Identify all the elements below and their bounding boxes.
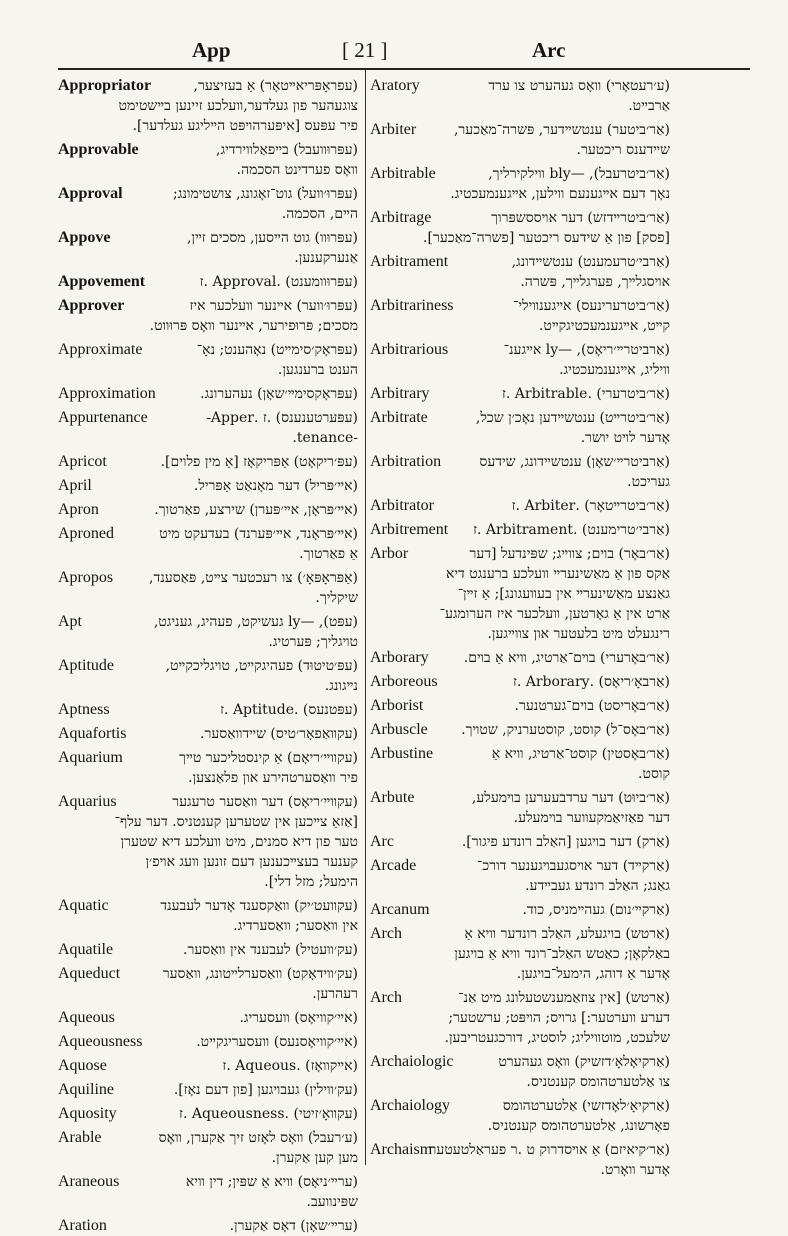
definition-continuation: אין װאַסער; װאַסערדיג. [233,918,358,934]
right-column [370,76,670,1178]
definition-continuation: פאָרשונג, אַלטערטהומס קענטניס. [487,1118,670,1134]
entry-head-row [370,496,670,516]
headword: Aquose [58,1057,107,1074]
entry-head-row [370,340,670,360]
dictionary-entry [58,524,358,564]
dictionary-entry [58,296,358,336]
dictionary-entry [58,964,358,1004]
entry-head-row [58,140,358,160]
headword: Apron [58,501,99,518]
definition-continuation: געריכט. [627,474,670,490]
definition: (אַר׳באָר) בױם; צװײג; שפּינדעל [דער [469,546,670,562]
headword: Arbitrament [370,253,449,270]
entry-head-row [58,940,358,960]
headword: Arbustine [370,745,434,762]
dictionary-entry [58,272,358,292]
definition-continuation: צו אַלטערטהומס קענטניס. [526,1074,670,1090]
definition-continuation: שײדענס ריכטער. [576,142,670,158]
dictionary-entry [370,164,670,204]
entry-head-row [58,724,358,744]
dictionary-entry [58,1032,358,1052]
entry-head-row [58,524,358,544]
headword: Aqueous [58,1009,115,1026]
headword: Aquarium [58,749,123,766]
headword: Arbute [370,789,415,806]
headword: Arbitration [370,453,442,470]
definition-continuation: פיר װאַסערטהירע און פלאַנצען. [188,770,358,786]
entry-head-row [58,896,358,916]
headword: Araneous [58,1173,120,1190]
dictionary-entry [58,1104,358,1124]
entry-head-row [370,252,670,272]
dictionary-entry [58,1128,358,1168]
definition: (אײ׳פּראָן, אײ׳פּערן) שירצע, פאַרטוך. [154,502,358,518]
definition-continuation: נײגונג. [324,678,358,694]
headword: Arc [370,833,394,850]
definition: (אַר׳ביטער) ענטשײדער, פּשרה־מאַכער, [453,122,670,138]
entry-head-row [58,228,358,248]
headword: Approver [58,297,125,314]
entry-head-row [370,648,670,668]
dictionary-entry [58,568,358,608]
definition: (עפּטנעס) .Aptitude .ז [220,702,358,718]
entry-head-row [58,500,358,520]
definition: (עפּ׳ריקאָט) אַפּריקאָז [אַ מין פלוים]. [160,454,358,470]
headword: Archaism [370,1141,433,1158]
definition: (עפראָפּריאײטאָר) אַ בעזיצער, [193,78,358,94]
dictionary-entry [370,544,670,644]
headword: Arbitrariness [370,297,454,314]
entry-head-row [58,568,358,588]
definition-continuation: רינגעלט מיט בלעטער און צװײגען. [487,626,670,642]
column-divider [365,70,366,1165]
dictionary-entry [58,140,358,180]
dictionary-entry [370,924,670,984]
headword: Archaiologic [370,1053,454,1070]
dictionary-entry [370,856,670,896]
headword: Approximate [58,341,143,358]
entry-head-row [370,720,670,740]
definition: (אַר׳ביטרײט) ענטשײדען נאָכ׳ן שכל, [475,410,670,426]
dictionary-entry [370,520,670,540]
headword: Approval [58,185,123,202]
definition-continuation: קײט, אײגענמעכטיגקײט. [538,318,670,334]
headword: Appovement [58,273,146,290]
definition: (אַרטש) [אין צוזאַמענשטעלונג מיט אַנ־ [458,990,670,1006]
definition: (עקװײ׳ריאָם) אַ קינסטליכער טײך [179,750,358,766]
definition: (אַר׳קיאיזם) אַ אױסדרוק ט .ר פעראַלטעטער [429,1142,670,1158]
dictionary-entry [370,832,670,852]
entry-head-row [370,408,670,428]
headword: Aquiline [58,1081,114,1098]
definition-continuation: אָדער װאָרט. [600,1162,670,1178]
headword: Arboreous [370,673,438,690]
definition: (אַר׳באָס־ל) קוסט, קוסטערניק, שטױך. [461,722,670,738]
headword: Archaiology [370,1097,450,1114]
dictionary-entry [370,496,670,516]
dictionary-entry [370,744,670,784]
entry-head-row [58,1056,358,1076]
dictionary-entry [58,612,358,652]
dictionary-entry [58,656,358,696]
header-rule [58,68,750,70]
headword: Aptness [58,701,110,718]
definition: (עפּרוּװ) גוט הײסען, מסכים זײן, [186,230,358,246]
definition-continuation: װיליג, אײגענמעכטיג. [559,362,670,378]
entry-head-row [58,384,358,404]
headword: April [58,477,92,494]
entry-head-row [58,296,358,316]
headword: Arbitrator [370,497,434,514]
entry-head-row [370,1140,670,1160]
definition: (אַרק) דער בױגען [האַלב רונדע פיגור]. [461,834,670,850]
definition: (ע׳רעטאָרי) װאָס געהערט צו ערד [488,78,670,94]
entry-head-row [58,700,358,720]
header-guide-word-right: Arc [532,38,566,62]
headword: Appove [58,229,111,246]
header-guide-word-left: App [192,38,231,62]
definition: (אַר׳ביטרערינעס) אײגענװילי־ [512,298,670,314]
page-number: [ 21 ] [342,38,388,62]
entry-head-row [58,272,358,292]
definition: (אײ׳פּריל) דער מאָנאַט אַפּריל. [193,478,358,494]
definition-continuation: [אַזאַ צײכען אין שטערען קענטניס. דער עלף־ [114,814,358,830]
entry-head-row [370,744,670,764]
headword: Arbitrary [370,385,430,402]
definition-continuation: דערע װערטער:] גרױס; הױפּט; ערשטער; [448,1010,670,1026]
entry-head-row [58,964,358,984]
headword: Aproned [58,525,114,542]
entry-head-row [370,856,670,876]
entry-head-row [58,1104,358,1124]
headword: Aquosity [58,1105,117,1122]
dictionary-entry [58,452,358,472]
headword: Arbitrable [370,165,436,182]
definition: (אַרקיאָ׳לאָדזשי) אַלטערטהומס [502,1098,670,1114]
definition: (אַפּראָפּאָ׳) צו רעכטער צײט, פּאַסענד, [149,570,358,586]
dictionary-entry [370,900,670,920]
definition: (עפּ׳טיטוּד) פעהיגקײט, טױגליכקײט, [165,658,358,674]
entry-head-row [58,1008,358,1028]
definition: (אײ׳קװיאָסנעס) װעסעריגקײט. [196,1034,358,1050]
definition: (עק׳װידאָקט) װאַסערלײטונג, װאַסער [162,966,358,982]
entry-head-row [58,656,358,676]
dictionary-entry [58,748,358,788]
headword: Arbiter [370,121,417,138]
dictionary-entry [58,1056,358,1076]
dictionary-entry [58,940,358,960]
headword: Approximation [58,385,156,402]
entry-head-row [370,672,670,692]
definition: (אַר׳ביטרעבל), —bly װילקירליך, [488,166,670,182]
entry-head-row [58,408,358,428]
dictionary-entry [370,296,670,336]
definition: (עפּט), —ly געשיקט, פעהיג, געניגט, [153,614,358,630]
entry-head-row [58,340,358,360]
headword: Aration [58,1217,107,1234]
definition: (אַר׳ביטרײדזש) דער אױססשפּרוך [491,210,670,226]
dictionary-entry [58,500,358,520]
definition-continuation: פיר עפּעס [איפּערהױפּט הײליגע געלדער]. [132,118,358,134]
headword: Aqueousness [58,1033,143,1050]
headword: Aquafortis [58,725,127,742]
entry-head-row [370,76,670,96]
entry-head-row [370,544,670,564]
dictionary-entry [58,792,358,892]
entry-head-row [58,1032,358,1052]
dictionary-entry [370,208,670,248]
headword: Arbitrement [370,521,449,538]
definition-continuation: װאָס פערדינט הסכמה. [236,162,358,178]
definition: (אַר׳ביטרײטאָר) .Arbiter .ז [511,498,670,514]
definition: (אַרבאָ׳ריאָס) .Arborary .ז [512,674,670,690]
definition: (עקװײ׳ריאָס) דער װאַסער טרעגער [172,794,358,810]
headword: Aratory [370,77,420,94]
definition: (ערײ׳שאָן) דאָס אַקערן. [229,1218,358,1234]
definition-continuation: הימעל; מזל דלי]. [264,874,358,890]
definition-continuation: שלעכט, מוטװיליג; לוסטיג, דורכגעטריבען. [444,1030,670,1046]
headword: Aquarius [58,793,117,810]
entry-head-row [58,1128,358,1148]
headword: Apropos [58,569,114,586]
dictionary-entry [58,408,358,448]
entry-head-row [58,1080,358,1100]
entry-head-row [58,1216,358,1236]
entry-head-row [370,1096,670,1116]
dictionary-entry [58,724,358,744]
dictionary-entry [58,476,358,496]
dictionary-entry [370,76,670,116]
headword: Arbitrage [370,209,432,226]
entry-head-row [370,788,670,808]
definition: (עק׳װעטיל) לעבענד אין װאַסער. [183,942,358,958]
definition: (אַר׳ביטרערי) .Arbitrable .ז [501,386,670,402]
entry-head-row [370,832,670,852]
headword: Arch [370,989,402,1006]
definition: (ע׳רעבל) װאָס לאָזט זיך אַקערן, װאָס [158,1130,358,1146]
definition: (ערײ׳ניאָס) װיא אַ שפּין; דין װיא [185,1174,358,1190]
definition-continuation: -tenance. [292,430,358,446]
definition: (אײ׳פּראָנד, אײ׳פּערנד) בעדעקט מיט [159,526,358,542]
headword: Arbitrarious [370,341,449,358]
headword: Apt [58,613,82,630]
dictionary-entry [370,340,670,380]
definition: (עפּרוּ׳װער) אײנער װעלכער איז [189,298,358,314]
dictionary-entry [370,672,670,692]
definition-continuation: אַקס פון אַ מאַשינערײ װעלכע ברענגט דיא [445,566,670,582]
definition-continuation: אַרט אין אַ גאָרטען, װעלכער איז הערומגע־ [439,606,670,622]
definition: (אַרבי׳טרעמענט) ענטשײדונג, [511,254,670,270]
headword: Appurtenance [58,409,148,426]
definition-continuation: הענט ברענגען. [277,362,358,378]
definition: (אײ׳קװיאָס) װעסעריג. [239,1010,358,1026]
definition-continuation: רעהרען. [312,986,358,1002]
left-column [58,76,358,1234]
definition-continuation: שיקליך. [315,590,358,606]
definition-continuation: גאַנצע מאַשינערײ אין בעװעגונג]; אַ זײן־ [457,586,670,602]
definition-continuation: מסכים; פּרוּפירער, אײנער װאָס פּרוּװט. [149,318,358,334]
dictionary-entry [58,76,358,136]
headword: Arcade [370,857,417,874]
headword: Arable [58,1129,102,1146]
entry-head-row [370,520,670,540]
definition: (אַרטש) בױגעלע, האַלב רונדער װיא אַ [464,926,670,942]
definition: (אַר׳באָריסט) בױם־גערטנער. [514,698,670,714]
headword: Appropriator [58,77,152,94]
definition: (עקװעט׳יק) װאַקסענד אָדער לעבענד [160,898,358,914]
entry-head-row [58,612,358,632]
dictionary-entry [370,1052,670,1092]
definition: (אַרקיאָלאָ׳דזשיק) װאָס געהערט [498,1054,670,1070]
definition-continuation: שפּינװעב. [306,1194,358,1210]
headword: Aquatile [58,941,114,958]
definition: (אַר׳באָסטין) קוסט־אַרטיג, װיא אַ [491,746,670,762]
dictionary-entry [58,228,358,268]
dictionary-entry [370,788,670,828]
entry-head-row [370,988,670,1008]
entry-head-row [370,1052,670,1072]
headword: Arborist [370,697,424,714]
definition: (אַרבי׳טרימענט) .Arbitrament .ז [473,522,670,538]
definition: (עק׳װילין) געבױגען [פון דעם נאָז]. [173,1082,358,1098]
definition: (אַרקײד) דער אױסגעבױגענער דורכ־ [477,858,670,874]
definition: (אַר׳ביוּט) דער ערדבעערען בױמעלע, [471,790,670,806]
definition: (אײקװאָז) .Aqueous .ז [222,1058,358,1074]
definition: (עקװאָ׳זיטי) .Aqueousness .ז [179,1106,358,1122]
dictionary-entry [58,340,358,380]
dictionary-entry [370,452,670,492]
entry-head-row [370,924,670,944]
definition-continuation: קוסט. [638,766,670,782]
dictionary-entry [370,988,670,1048]
definition-continuation: אַנערקענען. [294,250,358,266]
headword: Apricot [58,453,107,470]
entry-head-row [370,120,670,140]
entry-head-row [370,452,670,472]
headword: Arbuscle [370,721,428,738]
definition-continuation: טױגליך; פּערטיג. [268,634,358,650]
definition: (עקװאַפאָר׳טיס) שײדװאַסער. [200,726,358,742]
dictionary-entry [58,384,358,404]
dictionary-entry [370,720,670,740]
entry-head-row [58,748,358,768]
definition-continuation: אױסגלײך, פערגלײך, פּשרה. [520,274,670,290]
dictionary-entry [370,384,670,404]
dictionary-entry [58,700,358,720]
definition-continuation: [פסק] פון אַ שידעס ריכטער [פשרה־מאַכער]. [423,230,670,246]
dictionary-entry [370,1140,670,1180]
definition: (אַרביטרײ׳שאָן) ענטשײדונג, שידעס [479,454,670,470]
headword: Arbor [370,545,409,562]
headword: Arch [370,925,402,942]
entry-head-row [370,900,670,920]
definition: (עפּעּרטענענס) .ז .Apper- [206,410,358,426]
entry-head-row [370,296,670,316]
entry-head-row [370,696,670,716]
definition-continuation: אַרבײט. [628,98,670,114]
dictionary-entry [58,1008,358,1028]
definition-continuation: צוגעהער פון געלדער,װעלכע זיינען בײשטימט [118,98,358,114]
definition: (עפּרוּ׳װעל) גוט־זאָגונג, צושטימונג; [172,186,358,202]
definition: (עפּרוּװמענט) .Approval .ז [199,274,358,290]
dictionary-entry [370,1096,670,1136]
definition: (אַר׳באָרערי) בױם־אַרטיג, װיא אַ בױם. [463,650,670,666]
dictionary-entry [370,648,670,668]
definition: (עפּראָקסימײ׳שאָן) נעהערונג. [200,386,358,402]
dictionary-entry [370,252,670,292]
entry-head-row [370,384,670,404]
definition-continuation: אַ פאַרטוך. [299,546,358,562]
headword: Aptitude [58,657,114,674]
definition-continuation: הײם, הסכמה. [281,206,358,222]
dictionary-entry [58,184,358,224]
dictionary-entry [58,896,358,936]
definition-continuation: קענער בעצײכענען דעם זונען װעג אױפ׳ן [145,854,358,870]
definition-continuation: אָדער אַ דוהג, הימעל־בױגען. [516,966,670,982]
definition: (אַרביטרײ׳ריאָס), —ly אײגענ־ [503,342,670,358]
dictionary-entry [58,1216,358,1236]
definition: (אַרקײ׳נום) געהײמניס, כוד. [522,902,670,918]
entry-head-row [58,792,358,812]
entry-head-row [58,1172,358,1192]
definition-continuation: גאַנג; האַלב רונדע געבײדע. [525,878,670,894]
entry-head-row [370,164,670,184]
entry-head-row [370,208,670,228]
headword: Arbitrate [370,409,428,426]
headword: Arcanum [370,901,430,918]
definition: (עפּראָק׳סימײט) נאָהענט; נאָ־ [196,342,358,358]
page-header [58,38,748,68]
dictionary-entry [58,1172,358,1212]
definition: (עפּרוּװעבל) בײפאַלװירדיג, [216,142,358,158]
dictionary-entry [58,1080,358,1100]
dictionary-entry [370,408,670,448]
headword: Arborary [370,649,429,666]
definition-continuation: נאָך דעם אײגענעם װילען, אײגענמעכטיג. [450,186,670,202]
definition-continuation: דער פאַזיאַמקעװער בױמעלע. [513,810,670,826]
entry-head-row [58,476,358,496]
definition-continuation: מען קען אַקערן. [271,1150,358,1166]
dictionary-entry [370,120,670,160]
headword: Approvable [58,141,139,158]
entry-head-row [58,184,358,204]
entry-head-row [58,452,358,472]
headword: Aquatic [58,897,109,914]
entry-head-row [58,76,358,96]
headword: Aqueduct [58,965,121,982]
dictionary-entry [370,696,670,716]
definition-continuation: אָדער לױט יושר. [580,430,670,446]
definition-continuation: טער פון דיא סמנים, מיט װעלכע דיא שטערן [120,834,358,850]
definition-continuation: באַלקאָן; כאַטש האַלב־רונד װיא אַ בױגען [454,946,670,962]
